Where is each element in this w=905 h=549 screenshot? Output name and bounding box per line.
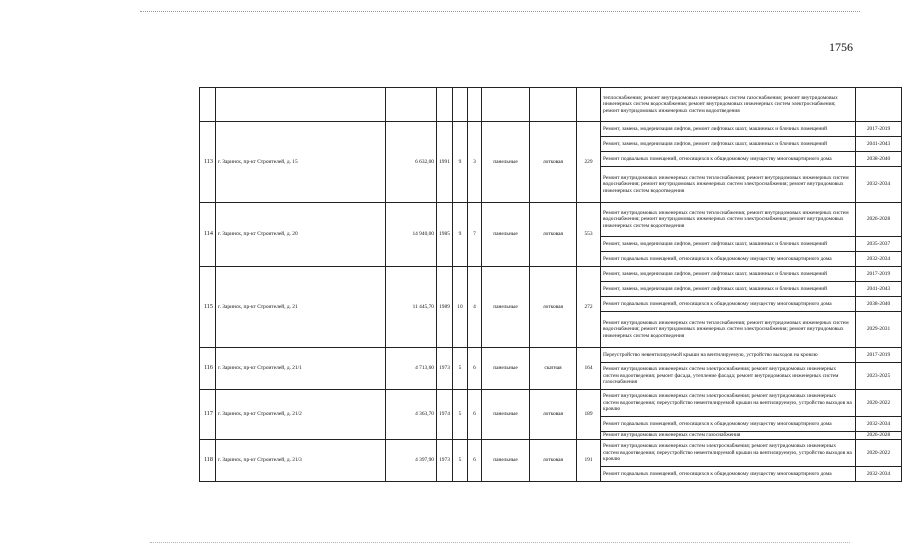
cell-address: г. Заринск, пр-кт Строителей, д. 21 (216, 267, 386, 348)
cell-period: 2035-2037 (856, 237, 902, 252)
cell-empty (482, 88, 530, 122)
cell-period: 2032-2034 (856, 167, 902, 203)
cell-area: 4 397,90 (386, 440, 437, 482)
cell-period: 2017-2019 (856, 348, 902, 363)
table-row (200, 267, 902, 282)
cell-period: 2038-2040 (856, 297, 902, 312)
cell-empty (386, 88, 437, 122)
cell-work: Ремонт внутридомовых инженерных систем электроснабжения; ремонт внутридомовых инженерных систем водоотведения; ремонт фасада, утепление фасада; ремонт внутридомовых инженерных систем газоснабжения (601, 363, 856, 390)
cell-residents: 189 (577, 390, 601, 440)
cell-work: Ремонт внутридомовых инженерных систем газоснабжения (601, 432, 856, 440)
cell-walls: панельные (482, 203, 530, 267)
cell-period: 2020-2022 (856, 390, 902, 417)
table-row-continued (200, 88, 902, 122)
cell-work: Ремонт подвальных помещений, относящихся к общедомовому имуществу многоквартирного дома (601, 152, 856, 167)
cell-work: Ремонт подвальных помещений, относящихся к общедомовому имуществу многоквартирного дома (601, 467, 856, 482)
cell-number: 118 (200, 440, 216, 482)
cell-period: 2029-2031 (856, 312, 902, 348)
cell-area: 6 632,00 (386, 122, 437, 203)
cell-empty (468, 88, 482, 122)
cell-work: Ремонт подвальных помещений, относящихся к общедомовому имуществу многоквартирного дома (601, 252, 856, 267)
cell-work: Переустройство невентилируемой крыши на вентилируемую, устройство выходов на кровлю (601, 348, 856, 363)
capital-repair-table (199, 87, 902, 482)
cell-walls: панельные (482, 440, 530, 482)
cell-work: Ремонт внутридомовых инженерных систем теплоснабжения; ремонт внутридомовых инженерных систем водоснабжения; ремонт внутридомовых инженерных систем электроснабжения; ремонт внутридомовых инженерных систем водоотведения (601, 312, 856, 348)
cell-roof: лотковая (530, 440, 577, 482)
cell-walls: панельные (482, 122, 530, 203)
cell-residents: 164 (577, 348, 601, 390)
table-row (200, 122, 902, 137)
cell-residents: 272 (577, 267, 601, 348)
cell-empty (200, 88, 216, 122)
page-number: 1756 (829, 40, 853, 54)
scan-edge-bottom (150, 542, 850, 543)
cell-floors: 9 (453, 122, 468, 203)
cell-work: Ремонт, замена, модернизация лифтов, ремонт лифтовых шахт, машинных и блочных помещений (601, 267, 856, 282)
cell-entrances: 3 (468, 122, 482, 203)
cell-year: 1985 (437, 203, 453, 267)
cell-walls: панельные (482, 390, 530, 440)
cell-floors: 10 (453, 267, 468, 348)
cell-address: г. Заринск, пр-кт Строителей, д. 21/1 (216, 348, 386, 390)
cell-number: 114 (200, 203, 216, 267)
cell-area: 11 445,70 (386, 267, 437, 348)
cell-work: Ремонт подвальных помещений, относящихся к общедомовому имуществу многоквартирного дома (601, 297, 856, 312)
cell-period: 2020-2022 (856, 440, 902, 467)
cell-entrances: 7 (468, 203, 482, 267)
cell-area: 4 713,60 (386, 348, 437, 390)
cell-number: 116 (200, 348, 216, 390)
table-body (200, 88, 902, 482)
cell-entrances: 6 (468, 348, 482, 390)
cell-floors: 5 (453, 348, 468, 390)
cell-work: Ремонт, замена, модернизация лифтов, ремонт лифтовых шахт, машинных и блочных помещений (601, 122, 856, 137)
cell-work: Ремонт внутридомовых инженерных систем электроснабжения; ремонт внутридомовых инженерных систем водоотведения; переустройство невентилируемой крыши на вентилируемую, устройство выходов на кровлю (601, 390, 856, 417)
cell-entrances: 4 (468, 267, 482, 348)
scan-edge-top (140, 11, 860, 12)
cell-empty (437, 88, 453, 122)
cell-residents: 229 (577, 122, 601, 203)
cell-address: г. Заринск, пр-кт Строителей, д. 21/2 (216, 390, 386, 440)
table-row (200, 390, 902, 417)
cell-empty (530, 88, 577, 122)
cell-year: 1989 (437, 267, 453, 348)
cell-work: Ремонт внутридомовых инженерных систем теплоснабжения; ремонт внутридомовых инженерных систем водоснабжения; ремонт внутридомовых инженерных систем электроснабжения; ремонт внутридомовых инженерных систем водоотведения (601, 167, 856, 203)
cell-roof: лотковая (530, 390, 577, 440)
cell-year: 1973 (437, 440, 453, 482)
cell-floors: 5 (453, 440, 468, 482)
table-row (200, 440, 902, 467)
cell-empty (453, 88, 468, 122)
cell-work: Ремонт внутридомовых инженерных систем теплоснабжения; ремонт внутридомовых инженерных систем водоснабжения; ремонт внутридомовых инженерных систем электроснабжения; ремонт внутридомовых инженерных систем водоотведения (601, 203, 856, 237)
cell-period: 2032-2034 (856, 252, 902, 267)
cell-area: 4 363,70 (386, 390, 437, 440)
cell-work: теплоснабжения; ремонт внутридомовых инженерных систем газоснабжения; ремонт внутридомовых инженерных систем водоснабжения; ремонт внутридомовых инженерных систем электроснабжения; ремонт внутридомовых инженерных систем водоотведения (601, 88, 856, 122)
cell-number: 117 (200, 390, 216, 440)
cell-period: 2026-2028 (856, 432, 902, 440)
cell-period (856, 88, 902, 122)
cell-period: 2041-2043 (856, 282, 902, 297)
cell-empty (577, 88, 601, 122)
cell-work: Ремонт внутридомовых инженерных систем электроснабжения; ремонт внутридомовых инженерных систем водоотведения; переустройство невентилируемой крыши на вентилируемую, устройство выходов на кровлю (601, 440, 856, 467)
cell-address: г. Заринск, пр-кт Строителей, д. 21/3 (216, 440, 386, 482)
cell-period: 2017-2019 (856, 122, 902, 137)
cell-residents: 191 (577, 440, 601, 482)
cell-year: 1973 (437, 348, 453, 390)
cell-work: Ремонт, замена, модернизация лифтов, ремонт лифтовых шахт, машинных и блочных помещений (601, 137, 856, 152)
cell-number: 115 (200, 267, 216, 348)
cell-work: Ремонт, замена, модернизация лифтов, ремонт лифтовых шахт, машинных и блочных помещений (601, 237, 856, 252)
cell-year: 1974 (437, 390, 453, 440)
cell-period: 2032-2034 (856, 417, 902, 432)
cell-period: 2017-2019 (856, 267, 902, 282)
cell-work: Ремонт подвальных помещений, относящихся к общедомовому имуществу многоквартирного дома (601, 417, 856, 432)
cell-floors: 9 (453, 203, 468, 267)
cell-roof: лотковая (530, 267, 577, 348)
table-row (200, 203, 902, 237)
table-row (200, 348, 902, 363)
cell-period: 2041-2043 (856, 137, 902, 152)
cell-floors: 5 (453, 390, 468, 440)
cell-entrances: 6 (468, 440, 482, 482)
cell-area: 14 940,00 (386, 203, 437, 267)
cell-number: 113 (200, 122, 216, 203)
cell-period: 2023-2025 (856, 363, 902, 390)
cell-period: 2026-2028 (856, 203, 902, 237)
cell-roof: скатная (530, 348, 577, 390)
cell-empty (216, 88, 386, 122)
cell-walls: панельные (482, 348, 530, 390)
cell-address: г. Заринск, пр-кт Строителей, д. 20 (216, 203, 386, 267)
cell-address: г. Заринск, пр-кт Строителей, д. 15 (216, 122, 386, 203)
cell-walls: панельные (482, 267, 530, 348)
cell-residents: 553 (577, 203, 601, 267)
cell-entrances: 6 (468, 390, 482, 440)
cell-period: 2038-2040 (856, 152, 902, 167)
cell-period: 2032-2034 (856, 467, 902, 482)
cell-roof: лотковая (530, 122, 577, 203)
cell-work: Ремонт, замена, модернизация лифтов, ремонт лифтовых шахт, машинных и блочных помещений (601, 282, 856, 297)
cell-year: 1991 (437, 122, 453, 203)
cell-roof: лотковая (530, 203, 577, 267)
